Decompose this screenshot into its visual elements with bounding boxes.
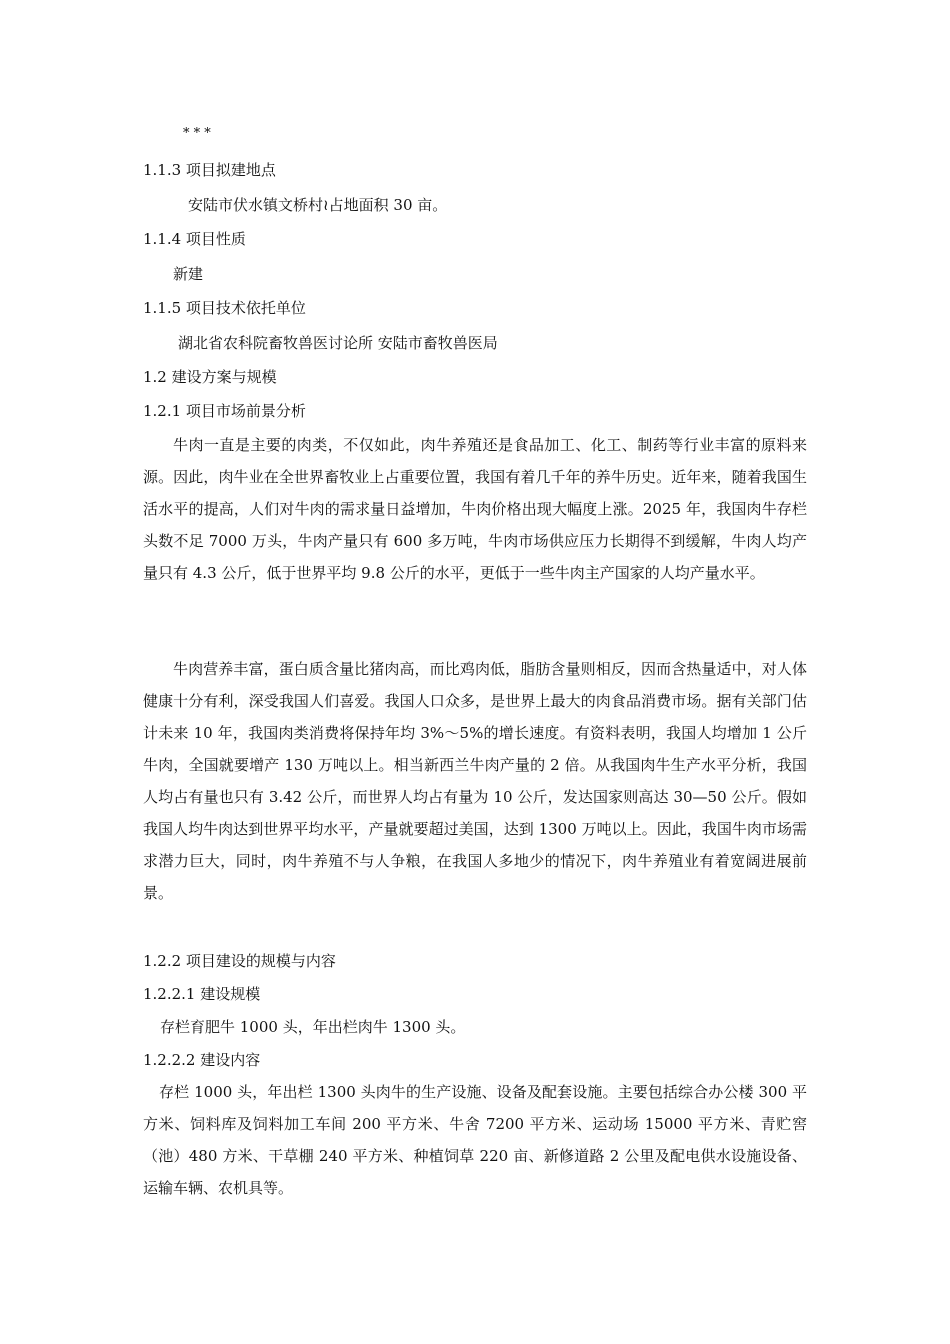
market-paragraph-1: 牛肉一直是主要的肉类，不仅如此，肉牛养殖还是食品加工、化工、制药等行业丰富的原料来源。因此，肉牛业在全世界畜牧业上占重要位置，我国有着几千年的养牛历史。近年来，随着我国生活水平的提高，人们对牛肉的需求量日益增加，牛肉价格出现大幅度上涨。2025 年，我国肉牛存栏头数不足 7000 万头，牛肉产量只有 600 多万吨，牛肉市场供应压力长期得不到缓解，牛肉人均产量只有 4.3 公斤，低于世界平均 9.8 公斤的水平，更低于一些牛肉主产国家的人均产量水平。 <box>143 436 807 582</box>
market-paragraph-2: 牛肉营养丰富，蛋白质含量比猪肉高，而比鸡肉低，脂肪含量则相反，因而含热量适中，对人体健康十分有利，深受我国人们喜爱。我国人口众多，是世界上最大的肉食品消费市场。据有关部门估计未来 10 年，我国肉类消费将保持年均 3%～5%的增长速度。有资料表明，我国人均增加 1 公斤牛肉，全国就要增产 130 万吨以上。相当新西兰牛肉产量的 2 倍。从我国肉牛生产水平分析，我国人均占有量也只有 3.42 公斤，而世界人均占有量为 10 公斤，发达国家则高达 30—50 公斤。假如我国人均牛肉达到世界平均水平，产量就要超过美国，达到 1300 万吨以上。因此，我国牛肉市场需求潜力巨大，同时，肉牛养殖不与人争粮，在我国人多地少的情况下，肉牛养殖业有着宽阔进展前景。 <box>143 660 807 902</box>
content-paragraph: 存栏 1000 头，年出栏 1300 头肉牛的生产设施、设备及配套设施。主要包括综合办公楼 300 平方米、饲料库及饲料加工车间 200 平方米、牛舍 7200 平方米、运动场 15000 平方米、青贮窖（池）480 方米、干草棚 240 平方米、种植饲草 220 亩、新修道路 2 公里及配电供水设施设备、运输车辆、农机具等。 <box>143 1083 807 1197</box>
heading-1-2-1: 1.2.1 项目市场前景分析 <box>143 402 306 420</box>
heading-1-2-2-2: 1.2.2.2 建设内容 <box>143 1051 261 1069</box>
support-units-text: 湖北省农科院畜牧兽医讨论所 安陆市畜牧兽医局 <box>178 334 498 352</box>
heading-1-1-3: 1.1.3 项目拟建地点 <box>143 161 276 179</box>
heading-1-1-5: 1.1.5 项目技术依托单位 <box>143 299 306 317</box>
heading-1-2-2: 1.2.2 项目建设的规模与内容 <box>143 952 336 970</box>
nature-text: 新建 <box>173 265 204 283</box>
heading-1-1-4: 1.1.4 项目性质 <box>143 230 246 248</box>
top-marker: * * * <box>183 126 211 141</box>
heading-1-2-2-1: 1.2.2.1 建设规模 <box>143 985 261 1003</box>
scale-text: 存栏育肥牛 1000 头，年出栏肉牛 1300 头。 <box>160 1018 466 1036</box>
location-text: 安陆市伏水镇文桥村≀占地面积 30 亩。 <box>188 196 448 214</box>
heading-1-2: 1.2 建设方案与规模 <box>143 368 277 386</box>
